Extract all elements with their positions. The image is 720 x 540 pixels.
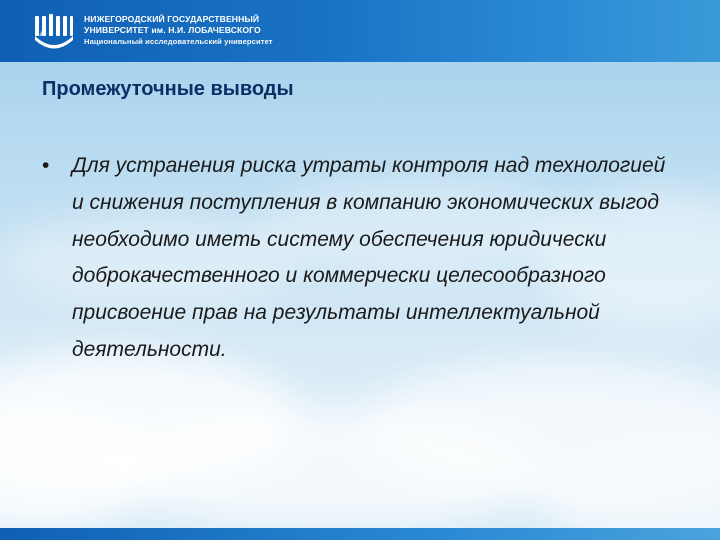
- header-band: [0, 0, 720, 62]
- university-name-line3: Национальный исследовательский университет: [84, 37, 273, 46]
- university-name-line2: УНИВЕРСИТЕТ им. Н.И. ЛОБАЧЕВСКОГО: [84, 25, 261, 35]
- bullet-text: Для устранения риска утраты контроля над технологией и снижения поступления в компанию экономических выгод необходимо иметь систему обеспечения юридически доброкачественного и коммерчески целесообразного присвоение прав на результаты интеллектуальной деятельности.: [72, 154, 666, 361]
- bullet-symbol: •: [42, 154, 50, 177]
- slide-title: Промежуточные выводы: [42, 78, 294, 100]
- bullet-item: [42, 148, 682, 369]
- footer-band: [0, 528, 720, 540]
- university-name-line1: НИЖЕГОРОДСКИЙ ГОСУДАРСТВЕННЫЙ: [84, 14, 260, 24]
- bullet-list: [42, 148, 682, 369]
- nnu-logo-icon: [32, 10, 76, 54]
- university-name: [84, 14, 273, 47]
